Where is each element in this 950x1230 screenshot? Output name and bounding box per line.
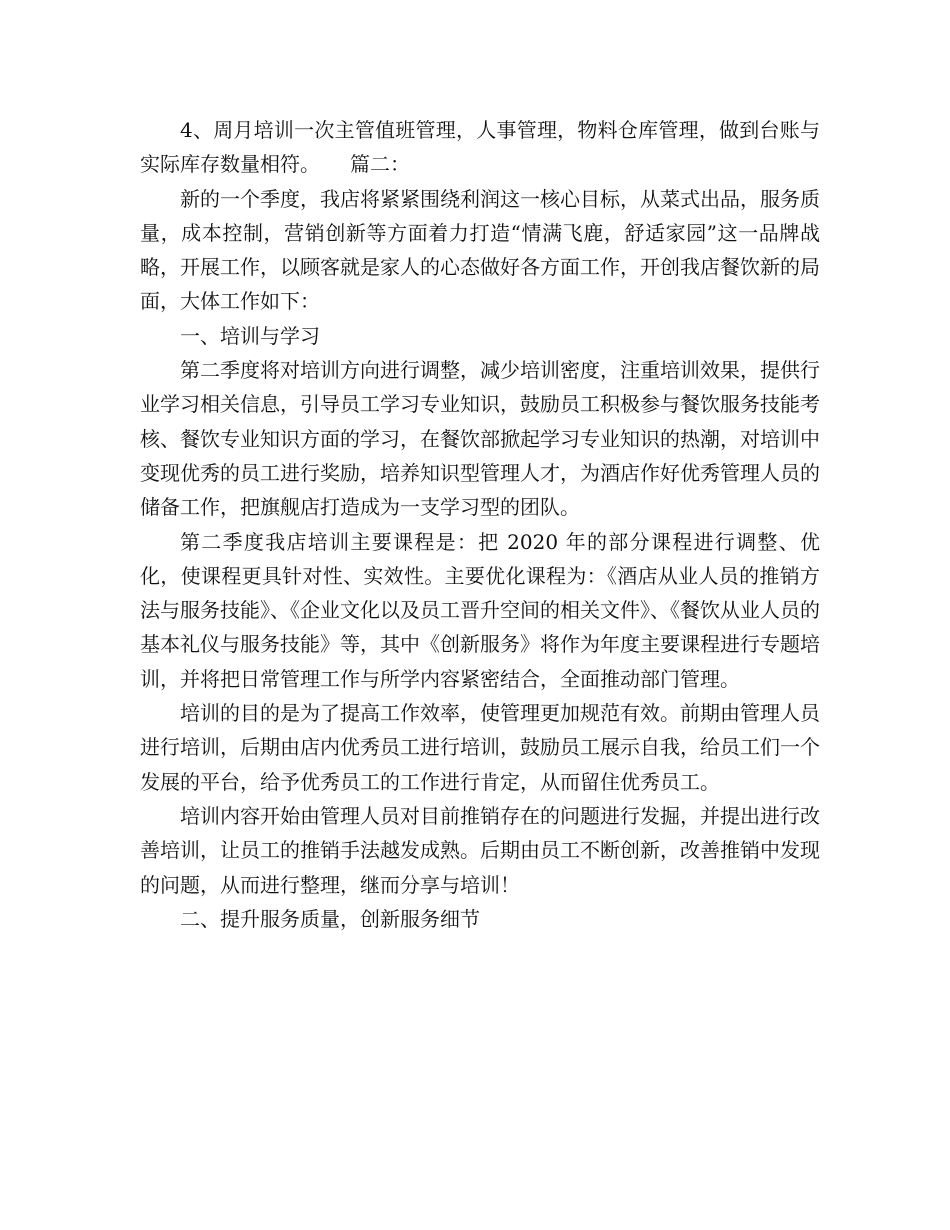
document-body — [140, 113, 820, 936]
paragraph-training-courses: 第二季度我店培训主要课程是：把 2020 年的部分课程进行调整、优化，使课程更具针对性、实效性。主要优化课程为：《酒店从业人员的推销方法与服务技能》、《企业文化以及员工晋升空间的相关文件》、《餐饮从业人员的基本礼仪与服务技能》等，其中《创新服务》将作为年度主要课程进行专题培训，并将把日常管理工作与所学内容紧密结合，全面推动部门管理。 — [140, 529, 820, 691]
section-heading-service-quality: 二、提升服务质量，创新服务细节 — [180, 906, 480, 931]
paragraph-item-4-and-part-two: 4、周月培训一次主管值班管理，人事管理，物料仓库管理，做到台账与实际库存数量相符。 篇二： — [140, 118, 820, 177]
paragraph-training-content: 培训内容开始由管理人员对目前推销存在的问题进行发掘，并提出进行改善培训，让员工的推销手法越发成熟。后期由员工不断创新，改善推销中发现的问题，从而进行整理，继而分享与培训！ — [140, 803, 820, 897]
section-heading-training: 一、培训与学习 — [180, 323, 320, 348]
paragraph-intro: 新的一个季度，我店将紧紧围绕利润这一核心目标，从菜式出品，服务质量，成本控制，营销创新等方面着力打造“情满飞鹿，舒适家园”这一品牌战略，开展工作，以顾客就是家人的心态做好各方面工作，开创我店餐饮新的局面，大体工作如下： — [140, 186, 820, 314]
paragraph-training-direction: 第二季度将对培训方向进行调整，减少培训密度，注重培训效果，提供行业学习相关信息，引导员工学习专业知识，鼓励员工积极参与餐饮服务技能考核、餐饮专业知识方面的学习，在餐饮部掀起学习专业知识的热潮，对培训中变现优秀的员工进行奖励，培养知识型管理人才，为酒店作好优秀管理人员的储备工作，把旗舰店打造成为一支学习型的团队。 — [140, 358, 820, 520]
paragraph-training-purpose: 培训的目的是为了提高工作效率，使管理更加规范有效。前期由管理人员进行培训，后期由店内优秀员工进行培训，鼓励员工展示自我，给员工们一个发展的平台，给予优秀员工的工作进行肯定，从而留住优秀员工。 — [140, 701, 820, 794]
